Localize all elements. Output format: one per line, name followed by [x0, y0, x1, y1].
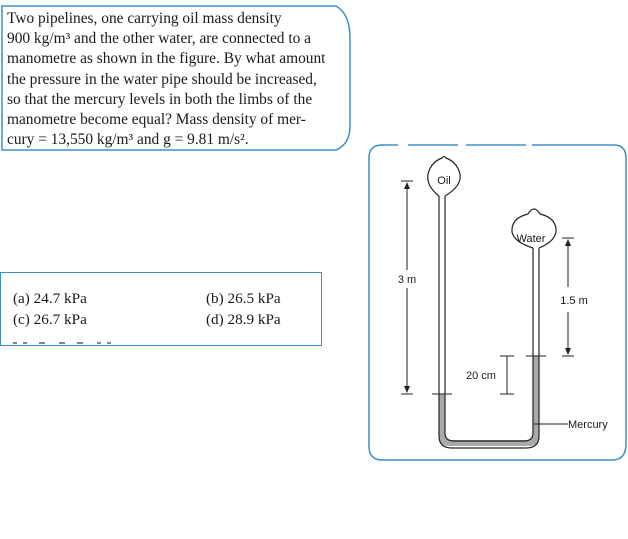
- question-line: the pressure in the water pipe should be increased,: [7, 70, 317, 88]
- left-dim-arrow-down: [404, 386, 410, 393]
- u-bend-inner: [445, 433, 533, 441]
- question-line: 900 kg/m³ and the other water, are connected to a: [7, 30, 311, 48]
- option-c[interactable]: (c) 26.7 kPa: [13, 311, 87, 328]
- clipped-text-remnant: [11, 340, 121, 346]
- option-d[interactable]: (d) 28.9 kPa: [206, 311, 281, 328]
- question-text: [7, 9, 342, 150]
- left-dim-arrow-up: [404, 182, 410, 189]
- water-label: Water: [516, 233, 546, 245]
- question-line: manometre as shown in the figure. By what amount: [7, 50, 326, 68]
- question-line: so that the mercury levels in both the limbs of the: [7, 90, 313, 108]
- options-box: [0, 272, 322, 346]
- right-dim-arrow-down: [565, 348, 571, 355]
- question-line: Two pipelines, one carrying oil mass density: [7, 10, 282, 27]
- mercury-label: Mercury: [568, 419, 608, 431]
- question-line: cury = 13,550 kg/m³ and g = 9.81 m/s².: [7, 131, 249, 149]
- option-b[interactable]: (b) 26.5 kPa: [206, 290, 281, 307]
- question-line: manometre become equal? Mass density of mer-: [7, 111, 306, 129]
- manometer-figure: [368, 144, 628, 462]
- right-height-label: 1.5 m: [560, 295, 588, 307]
- right-dim-arrow-up: [565, 239, 571, 246]
- option-a[interactable]: (a) 24.7 kPa: [13, 290, 87, 307]
- difference-label: 20 cm: [466, 370, 496, 382]
- manometer-diagram: [368, 144, 628, 462]
- oil-label: Oil: [437, 175, 451, 187]
- question-box: [0, 4, 350, 152]
- left-height-label: 3 m: [397, 274, 417, 286]
